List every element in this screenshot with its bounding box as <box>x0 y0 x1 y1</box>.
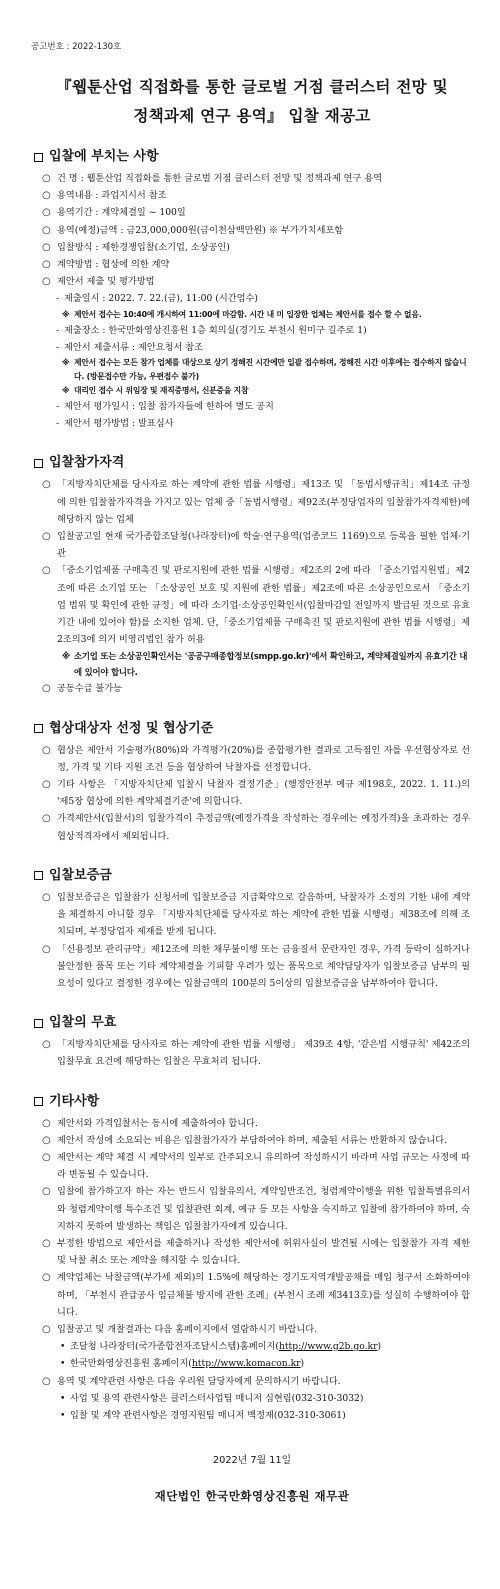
list-item: ○ 계약업체는 낙찰금액(부가세 제외)의 1.5%에 해당하는 경기도지역개발공채를 매입 청구서 소화하여야 하며, 「부천시 관급공사 임금체불 방지에 관한 조례」(부천시 조례 제3413호)를 성실히 수행하여야 합니다. <box>34 1269 470 1321</box>
circle-bullet-icon: ○ <box>42 891 51 903</box>
section-negotiation <box>34 720 470 845</box>
note: ※ 제안서 접수는 10:40에 개시하여 11:00에 마감함. 시간 내 미 입장한 업체는 제안서를 접수 할 수 없음. <box>34 308 470 322</box>
list-item: ○ 협상은 제안서 기술평가(80%)와 가격평가(20%)를 종합평가한 결과로 고득점인 자를 우선협상자로 선정, 가격 및 기타 지원 조건 등을 협상하여 낙찰자를 선정합니다. <box>34 742 470 776</box>
circle-bullet-icon: ○ <box>42 1134 51 1146</box>
checkbox-square-icon <box>34 1019 43 1028</box>
circle-bullet-icon: ○ <box>42 224 51 236</box>
circle-bullet-icon: ○ <box>42 190 51 202</box>
list-item: ○ 계약방법 : 협상에 의한 계약 <box>34 256 470 273</box>
list-item: ○ 입찰에 참가하고자 하는 자는 반드시 입찰유의서, 계약일반조건, 청렴계약이행을 위한 입찰특별유의서와 청렴계약이행 특수조건 및 입찰관련 회계, 예규 등 모든 사항을 숙지하고 입찰에 참가하여야 하며, 숙지하지 못하여 발생하는 책임은 입찰참가자에게 있습니다. <box>34 1183 470 1235</box>
page-title <box>34 72 470 130</box>
list-item: ○ 부정한 방법으로 제안서를 제출하거나 작성한 제안서에 허위사실이 발견될 시에는 입찰참가 자격 제한 및 낙찰 취소 또는 계약을 해지할 수 있습니다. <box>34 1235 470 1269</box>
list-item: ○ 건 명 : 웹툰산업 직접화를 통한 글로벌 거점 클러스터 전망 및 정책과제 연구 용역 <box>34 170 470 187</box>
title-line-2: 정책과제 연구 용역』 입찰 재공고 <box>133 106 371 125</box>
list-item: ○ 용역 및 계약관련 사항은 다음 우리원 담당자에게 문의하시기 바랍니다. <box>34 1373 470 1390</box>
list-item: ○ 「지방자치단체를 당사자로 하는 계약에 관한 법률 시행령」제13조 및 「동법시행규칙」제14조 규정에 의한 입찰참가자격을 가지고 있는 업체 중「동법시행령」제92조(부정당업자의 입찰참가자격제한)에 해당하지 않는 업체 <box>34 476 470 528</box>
section-heading: 입찰의 무효 <box>49 1015 117 1031</box>
list-item: ○ 용역(예정)금액 : 금23,000,000원(금이천삼백만원) ※ 부가가치세포함 <box>34 222 470 239</box>
section-bid-items <box>34 148 470 432</box>
list-item: ○ 공동수급 불가능 <box>34 680 470 697</box>
section-heading: 입찰참가자격 <box>49 455 125 471</box>
circle-bullet-icon: ○ <box>42 276 51 288</box>
komacon-link[interactable]: http://www.komacon.kr <box>191 1358 301 1370</box>
checkbox-square-icon <box>34 153 43 162</box>
section-other <box>34 1093 470 1425</box>
reference-mark-icon: ※ <box>62 651 70 662</box>
circle-bullet-icon: ○ <box>42 173 51 184</box>
circle-bullet-icon: ○ <box>42 259 51 271</box>
circle-bullet-icon: ○ <box>42 241 51 253</box>
note: ※ 소기업 또는 소상공인확인서는 '공공구매종합정보(smpp.go.kr)'에서 확인하고, 계약체결일까지 유효기간 내에 있어야 합니다. <box>34 648 470 680</box>
sub-item: - 제출일시 : 2022. 7. 22.(금), 11:00 (시간엄수) <box>56 293 258 305</box>
list-item: ○ 가격제안서(입찰서)의 입찰가격이 추정금액(예정가격을 작성하는 경우에는 예정가격)을 초과하는 경우 협상적격자에서 제외됩니다. <box>34 810 470 844</box>
dot-bullet-icon: • <box>60 1341 66 1353</box>
circle-bullet-icon: ○ <box>42 1323 51 1335</box>
dot-bullet-icon: • <box>60 1409 66 1421</box>
note: ※ 제안서 접수는 모든 참가 업체를 대상으로 상기 정해진 시간에만 일괄 접수하며, 정해진 시간 이후에는 접수하지 않습니다. (방문접수만 가능, 우편접수 불가) <box>34 356 470 384</box>
section-bid-deposit <box>34 867 470 992</box>
list-item: • 입찰 및 계약 관련사항은 경영지원팀 매니저 백정재(032-310-3061) <box>34 1407 470 1424</box>
sub-item: - 제안서 평가일시 : 입찰 참가자들에 한하여 별도 공지 <box>56 401 274 413</box>
g2b-link[interactable]: http://www.g2b.go.kr <box>278 1341 378 1353</box>
list-item: ○ 기타 사항은 「지방자치단체 입찰시 낙찰자 결정기준」(행정안전부 예규 제198호, 2022. 1. 11.)의 '제5장 협상에 의한 계약체결기준'에 의합니다. <box>34 776 470 810</box>
circle-bullet-icon: ○ <box>42 1151 51 1163</box>
section-heading: 기타사항 <box>49 1093 100 1109</box>
list-item: ○ 용역내용 : 과업지시서 참조 <box>34 187 470 204</box>
list-item: ○ 「지방자치단체를 당사자로 하는 계약에 관한 법률 시행령」 제39조 4항, '같은법 시행규칙' 제42조의 입찰무효 요건에 해당하는 입찰은 무효처리 됩니다. <box>34 1036 470 1070</box>
list-item: ○ 입찰방식 : 제한경쟁입찰(소기업, 소상공인) <box>34 239 470 256</box>
notice-date: 2022년 7월 11일 <box>212 1455 292 1467</box>
list-item: ○ 제안서와 가격입찰서는 동시에 제출하여야 합니다. <box>34 1115 470 1132</box>
list-item: • 한국만화영상진흥원 홈페이지(http://www.komacon.kr) <box>34 1355 470 1372</box>
dot-bullet-icon: • <box>60 1392 66 1404</box>
list-item: • 조달청 나라장터(국가종합전자조달시스템)홈페이지(http://www.g2b.go.kr) <box>34 1338 470 1355</box>
list-item: ○ 제안서 작성에 소요되는 비용은 입찰참가자가 부담하여야 하며, 제출된 서류는 반환하지 않습니다. <box>34 1132 470 1149</box>
section-heading: 협상대상자 선정 및 협상기준 <box>49 720 214 736</box>
reference-mark-icon: ※ <box>62 309 70 319</box>
reference-mark-icon: ※ <box>62 386 70 396</box>
list-item: ○ 용역기간 : 계약체결일 ~ 100일 <box>34 204 470 221</box>
circle-bullet-icon: ○ <box>42 813 51 825</box>
circle-bullet-icon: ○ <box>42 565 51 577</box>
list-item: ○ 제안서는 계약 체결 시 계약서의 일부로 간주되오니 유의하여 작성하시기 바라며 사업 규모는 사정에 따라 변동될 수 있습니다. <box>34 1149 470 1183</box>
section-heading: 입찰보증금 <box>49 867 112 883</box>
checkbox-square-icon <box>34 871 43 880</box>
checkbox-square-icon <box>34 459 43 468</box>
list-item: ○ 「신용정보 관리규약」제12조에 의한 채무불이행 또는 금융질서 문란자인 경우, 가격 등락이 심하거나 불안정한 품목 또는 기타 계약체결을 기피할 우려가 있는 품목으로 계약담당자가 입찰보증금 납부의 필요성이 있다고 결정한 경우에는 입찰금액의 100분의 5이상의 입찰보증금을 납부하여야 합니다. <box>34 941 470 993</box>
list-item: ○ 제안서 제출 및 평가방법 <box>34 273 470 290</box>
dot-bullet-icon: • <box>60 1358 66 1370</box>
note: ※ 대리인 접수 시 위임장 및 재직증명서, 신분증을 지참 <box>34 384 470 398</box>
circle-bullet-icon: ○ <box>42 479 51 491</box>
notice-number: 공고번호 : 2022-130호 <box>31 42 122 52</box>
circle-bullet-icon: ○ <box>42 1272 51 1284</box>
list-item: ○ 입찰보증금은 입찰참가 신청서에 입찰보증금 지급확약으로 갈음하며, 낙찰자가 소정의 기한 내에 계약을 체결하지 아니할 경우 「지방자치단체를 당사자로 하는 계약에 관한 법률 시행령」제38조에 의해 조치되며, 부정당업자 제재를 받게 됩니다. <box>34 889 470 941</box>
circle-bullet-icon: ○ <box>42 207 51 219</box>
circle-bullet-icon: ○ <box>42 943 51 955</box>
circle-bullet-icon: ○ <box>42 1375 51 1387</box>
circle-bullet-icon: ○ <box>42 1039 51 1051</box>
section-eligibility <box>34 454 470 697</box>
list-item: • 사업 및 용역 관련사항은 클러스터사업팀 매니저 심현림(032-310-3032) <box>34 1390 470 1407</box>
circle-bullet-icon: ○ <box>42 683 51 695</box>
list-item: ○ 입찰공고일 현재 국가종합조달청(나라장터)에 학술·연구용역(업종코드 1169)으로 등록을 필한 업체·기관 <box>34 528 470 562</box>
sub-item: - 제안서 제출서류 : 제안요청서 참조 <box>56 341 204 353</box>
circle-bullet-icon: ○ <box>42 1117 51 1129</box>
sub-item: - 제안서 평가방법 : 발표심사 <box>56 418 174 430</box>
reference-mark-icon: ※ <box>62 358 70 368</box>
section-heading: 입찰에 부치는 사항 <box>49 149 159 164</box>
sub-item: - 제출장소 : 한국만화영상진흥원 1층 회의실(경기도 부천시 원미구 길주로 1) <box>56 324 367 336</box>
checkbox-square-icon <box>34 1097 43 1106</box>
circle-bullet-icon: ○ <box>42 1237 51 1249</box>
section-bid-invalid <box>34 1014 470 1070</box>
circle-bullet-icon: ○ <box>42 779 51 791</box>
circle-bullet-icon: ○ <box>42 744 51 756</box>
list-item: ○ 「중소기업제품 구매촉진 및 판로지원에 관한 법률 시행령」제2조의 2에 따라 「중소기업지원법」제2조에 따른 소기업 또는 「소상공인 보호 및 지원에 관한 법률」제2조에 따른 소상공인으로서 「중소기업 범위 및 확인에 관한 규정」에 따라 소기업·소상공인확인서(입찰마감일 전일까지 발급된 것으로 유효기간 내에 있어야 함)를 소지한 업체. 단,「중소기업제품 구매촉진 및 판로지원에 관한 법률 시행령」제2조의3에 의거 비영리법인 참가 허용 <box>34 562 470 648</box>
circle-bullet-icon: ○ <box>42 1186 51 1198</box>
circle-bullet-icon: ○ <box>42 531 51 543</box>
title-line-1: 『웹툰산업 직접화를 통한 글로벌 거점 클러스터 전망 및 <box>56 77 448 96</box>
issuer-name: 재단법인 한국만화영상진흥원 재무관 <box>154 1489 350 1504</box>
list-item: ○ 입찰공고 및 개찰결과는 다음 홈페이지에서 열람하시기 바랍니다. <box>34 1321 470 1338</box>
checkbox-square-icon <box>34 724 43 733</box>
